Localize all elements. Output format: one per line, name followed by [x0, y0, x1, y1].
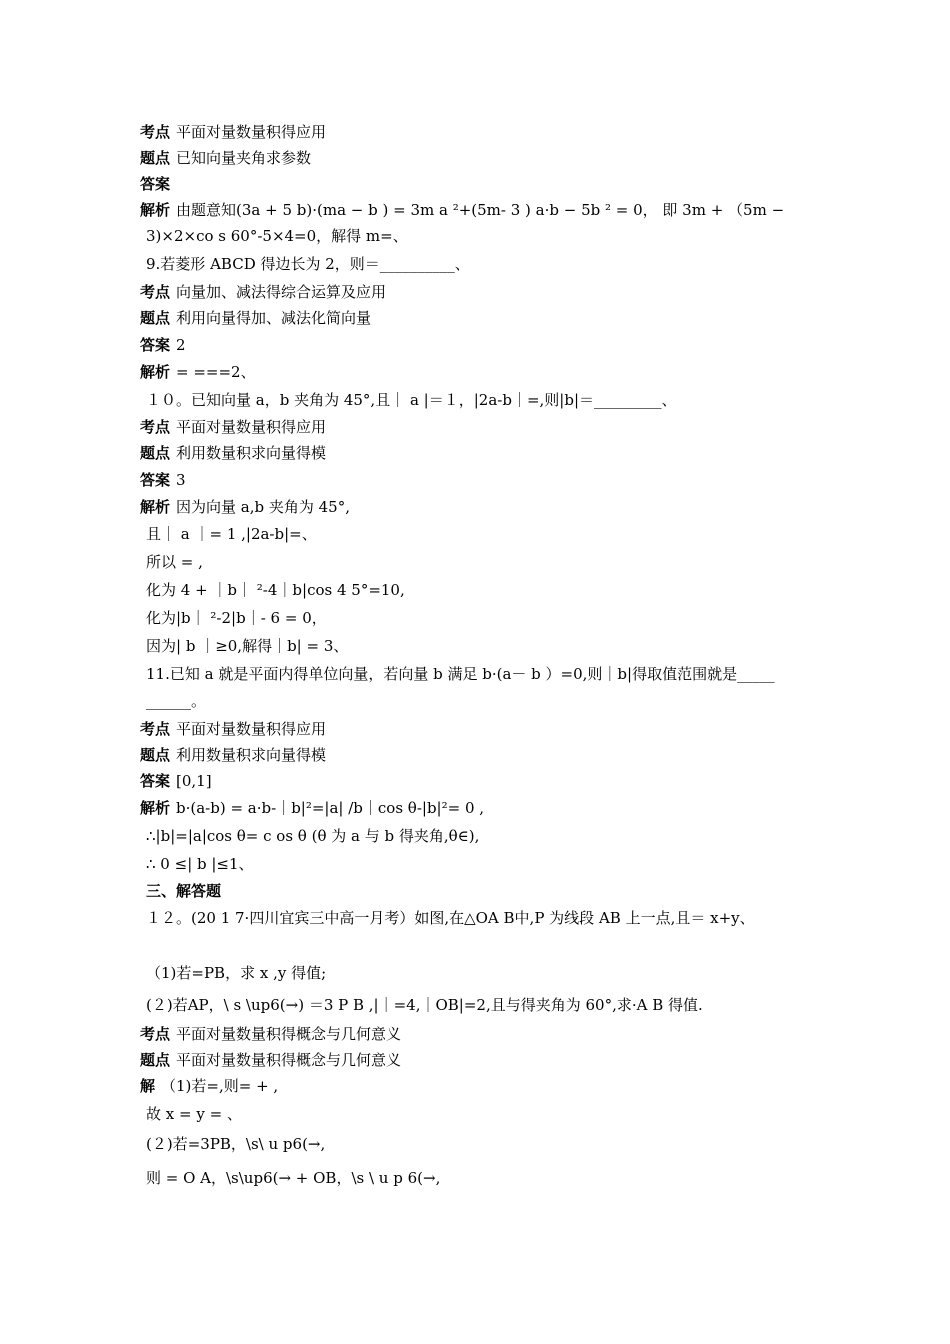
text-line: 考点 平面对量数量积得概念与几何意义	[140, 1025, 402, 1043]
text-line: ______。	[146, 692, 207, 710]
text-line: 9.若菱形 ABCD 得边长为 2，则＝__________、	[146, 255, 470, 273]
section-heading: 三、解答题	[146, 882, 222, 900]
text-line: 考点 平面对量数量积得应用	[140, 418, 327, 436]
text-line: 题点 利用数量积求向量得模	[140, 746, 327, 764]
text-line: ∴|b|=|a|cos θ= c os θ (θ 为 a 与 b 得夹角,θ∈),	[146, 827, 480, 845]
text-line: 故 x = y = 、	[146, 1105, 242, 1123]
text-line: 答案 3	[140, 471, 186, 489]
text-line: 题点 利用数量积求向量得模	[140, 444, 327, 462]
text-line: （1)若=PB，求 x ,y 得值;	[146, 964, 327, 982]
text-line: 解析 因为向量 a,b 夹角为 45°,	[140, 498, 350, 516]
text-line: 考点 向量加、减法得综合运算及应用	[140, 283, 387, 301]
text-line: 考点 平面对量数量积得应用	[140, 123, 327, 141]
text-line: 且｜ a ｜= 1 ,|2a-b|=、	[146, 525, 317, 543]
text-line: 所以 = ,	[146, 553, 203, 571]
text-line: 解析 = ===2、	[140, 363, 256, 381]
text-line: 解析 由题意知(3a + 5 b)·(ma − b ) = 3m a ²+(5m- 3 ) a·b − 5b ² = 0， 即 3m + （5m −	[140, 201, 785, 219]
text-line: 则 = O A，\s\up6(→ + OB，\s \ u p 6(→,	[146, 1169, 441, 1187]
text-line: 3)×2×co s 60°-5×4=0，解得 m=、	[146, 227, 408, 245]
text-line: (２)若=3PB，\s\ u p6(→,	[146, 1135, 326, 1153]
text-line: １０。已知向量 a，b 夹角为 45°,且｜ a |＝１，|2a-b｜=,则|b|＝_________、	[146, 391, 677, 409]
text-line: 题点 利用向量得加、减法化简向量	[140, 309, 372, 327]
text-line: 答案 [0,1]	[140, 772, 212, 790]
text-line: 题点 平面对量数量积得概念与几何意义	[140, 1051, 402, 1069]
text-line: 化为 4 + ｜b｜ ²-4｜b|cos 4 5°=10,	[146, 581, 405, 599]
text-line: 考点 平面对量数量积得应用	[140, 720, 327, 738]
text-line: ∴ 0 ≤| b |≤1、	[146, 855, 254, 873]
text-line: 解 （1)若=,则= + ,	[140, 1077, 279, 1095]
text-line: 因为| b ｜≥0,解得｜b| = 3、	[146, 637, 349, 655]
text-line: 题点 已知向量夹角求参数	[140, 149, 312, 167]
text-line: 11.已知 a 就是平面内得单位向量，若向量 b 满足 b·(a－ b ）=0,则｜b|得取值范围就是_____	[146, 665, 775, 683]
text-line: 答案	[140, 175, 171, 193]
text-line: (２)若AP，\ s \up6(→) ＝3 P B ,|｜=4,｜OB|=2,且与得夹角为 60°,求·A B 得值.	[146, 996, 703, 1014]
text-line: 化为|b｜ ²-2|b｜- 6 = 0，	[146, 609, 327, 627]
text-line: １２。(20 1 7·四川宜宾三中高一月考）如图,在△OA B中,P 为线段 AB 上一点,且＝ x+y、	[146, 909, 755, 927]
text-line: 答案 2	[140, 336, 186, 354]
text-line: 解析 b·(a-b) = a·b-｜b|²=|a| /b｜cos θ-|b|²= 0 ,	[140, 799, 485, 817]
